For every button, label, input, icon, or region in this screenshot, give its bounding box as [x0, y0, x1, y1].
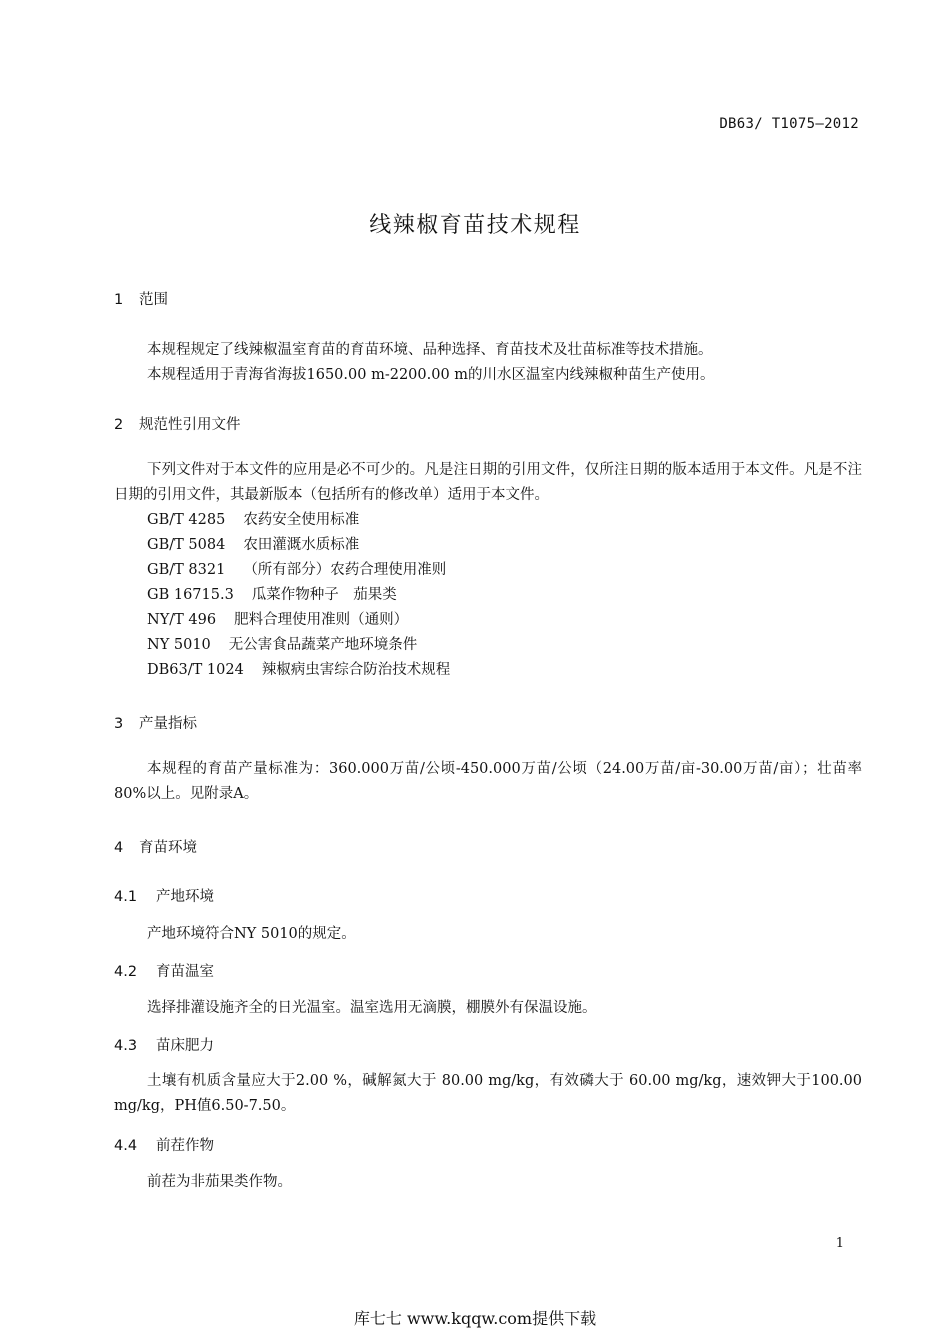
subsection-4-1-heading [114, 885, 214, 906]
reference-item [147, 633, 450, 658]
document-title: 线辣椒育苗技术规程 [369, 213, 581, 238]
paragraph: 选择排灌设施齐全的日光温室。温室选用无滴膜，棚膜外有保温设施。 [147, 1000, 597, 1016]
reference-code: DB63/T 1024 [147, 662, 244, 678]
reference-name: （所有部分）农药合理使用准则 [243, 562, 447, 578]
section-title: 产量指标 [139, 716, 197, 732]
reference-code: NY 5010 [147, 637, 211, 653]
section-number: 1 [114, 292, 124, 308]
reference-item [147, 508, 450, 533]
paragraph: 产地环境符合NY 5010的规定。 [147, 926, 356, 942]
reference-item [147, 533, 450, 558]
section-number: 4 [114, 840, 124, 856]
paragraph: 土壤有机质含量应大于2.00 %，碱解氮大于 80.00 mg/kg，有效磷大于 60.00 mg/kg，速效钾大于100.00 mg/kg，PH值6.50-7.50。 [114, 1073, 862, 1114]
standard-code: DB63/ T1075—2012 [719, 116, 859, 132]
subsection-4-3-heading [114, 1034, 214, 1055]
reference-code: GB/T 8321 [147, 562, 226, 578]
section-number: 2 [114, 417, 124, 433]
subsection-4-2-heading [114, 960, 214, 981]
subsection-4-4-heading [114, 1134, 214, 1155]
section-title: 范围 [139, 292, 168, 308]
section-4-heading [114, 836, 197, 857]
reference-name: 瓜菜作物种子 茄果类 [251, 587, 397, 603]
reference-name: 辣椒病虫害综合防治技术规程 [261, 662, 451, 678]
subsection-title: 产地环境 [156, 889, 214, 905]
subsection-title: 育苗温室 [156, 964, 214, 980]
subsection-number: 4.2 [114, 964, 138, 980]
subsection-title: 苗床肥力 [156, 1038, 214, 1054]
reference-item [147, 608, 450, 633]
download-footer: 库七七 www.kqqw.com提供下载 [353, 1309, 597, 1328]
reference-list [147, 508, 450, 683]
section-title: 规范性引用文件 [139, 417, 241, 433]
reference-code: GB/T 5084 [147, 537, 226, 553]
reference-name: 无公害食品蔬菜产地环境条件 [228, 637, 418, 653]
subsection-number: 4.1 [114, 889, 138, 905]
paragraph: 前茬为非茄果类作物。 [147, 1174, 292, 1190]
reference-code: NY/T 496 [147, 612, 217, 628]
reference-item [147, 658, 450, 683]
reference-code: GB 16715.3 [147, 587, 234, 603]
paragraph: 本规程的育苗产量标准为：360.000万苗/公顷-450.000万苗/公顷（24.00万苗/亩-30.00万苗/亩）；壮苗率80%以上。见附录A。 [114, 761, 862, 802]
section-number: 3 [114, 716, 124, 732]
section-3-heading [114, 712, 197, 733]
reference-item [147, 583, 450, 608]
section-title: 育苗环境 [139, 840, 197, 856]
subsection-number: 4.4 [114, 1138, 138, 1154]
section-1-heading [114, 288, 168, 309]
page-number: 1 [835, 1236, 844, 1251]
paragraph: 下列文件对于本文件的应用是必不可少的。凡是注日期的引用文件，仅所注日期的版本适用于本文件。凡是不注日期的引用文件，其最新版本（包括所有的修改单）适用于本文件。 [114, 462, 862, 503]
reference-name: 农药安全使用标准 [243, 512, 360, 528]
paragraph: 本规程适用于青海省海拔1650.00 m-2200.00 m的川水区温室内线辣椒种苗生产使用。 [147, 367, 715, 383]
reference-name: 肥料合理使用准则（通则） [234, 612, 409, 628]
reference-name: 农田灌溉水质标准 [243, 537, 360, 553]
paragraph: 本规程规定了线辣椒温室育苗的育苗环境、品种选择、育苗技术及壮苗标准等技术措施。 [147, 342, 713, 358]
subsection-number: 4.3 [114, 1038, 138, 1054]
subsection-title: 前茬作物 [156, 1138, 214, 1154]
reference-code: GB/T 4285 [147, 512, 226, 528]
section-2-heading [114, 413, 241, 434]
reference-item [147, 558, 450, 583]
